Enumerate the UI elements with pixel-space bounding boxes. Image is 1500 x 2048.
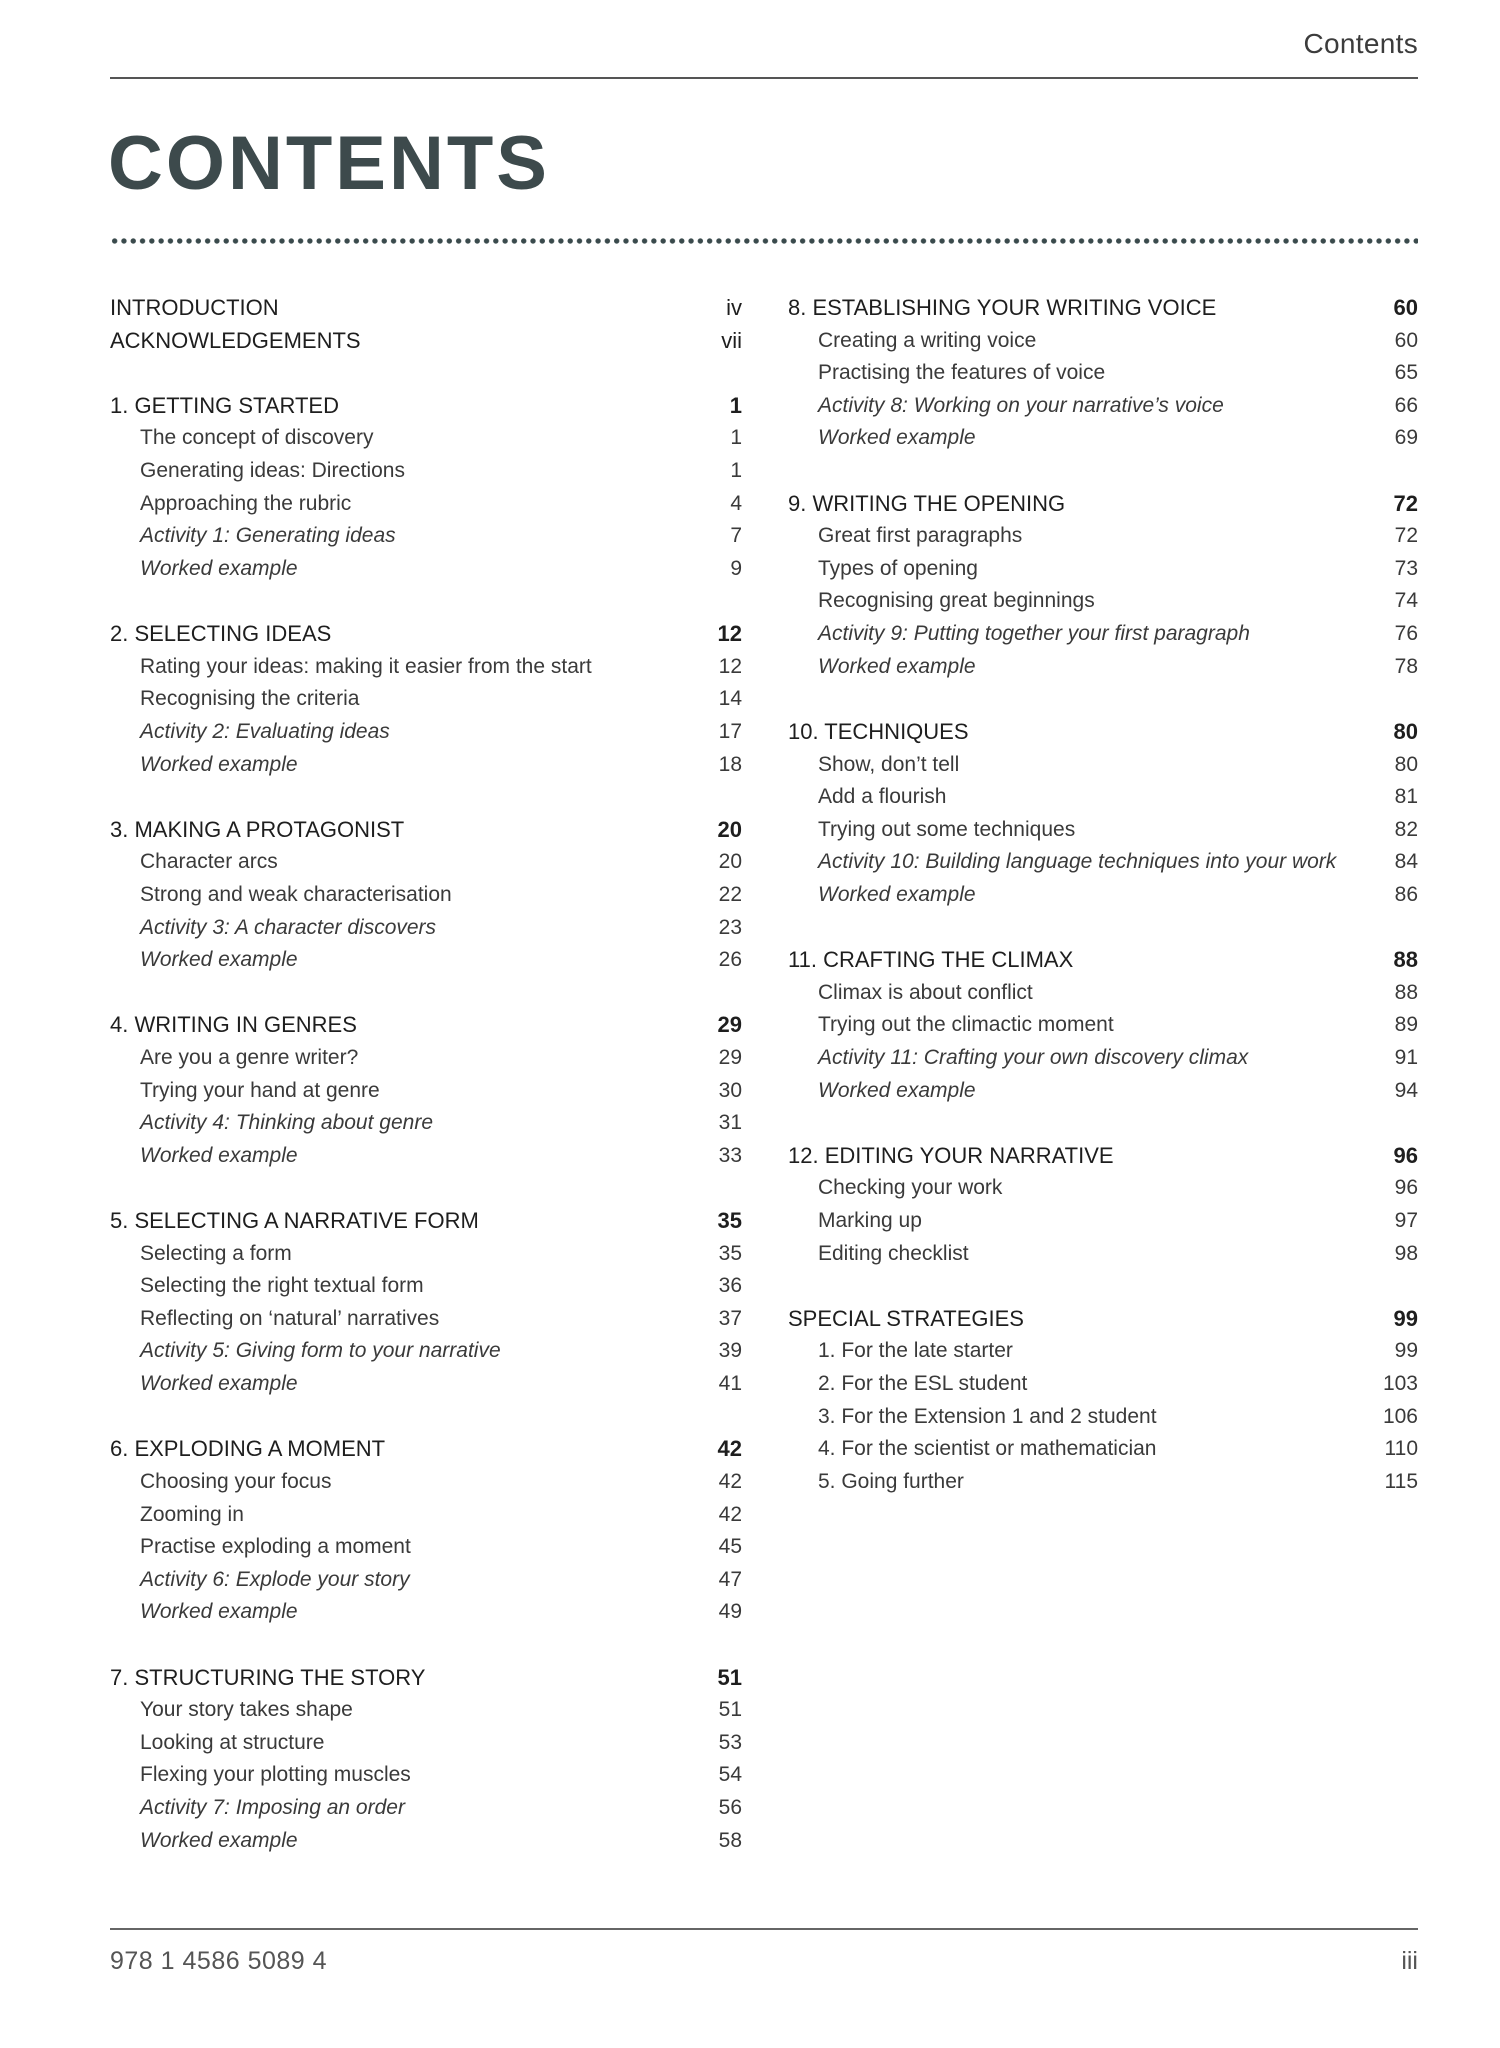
toc-page-number: 9	[730, 556, 742, 580]
toc-entry-activity-1-generating-ideas	[110, 520, 742, 553]
toc-page-number: 88	[1394, 980, 1418, 1004]
toc-section	[110, 390, 742, 586]
toc-entry-title: 5. SELECTING A NARRATIVE FORM	[110, 1208, 479, 1234]
toc-entry-title: Worked example	[140, 556, 298, 580]
toc-entry-title: 12. EDITING YOUR NARRATIVE	[788, 1142, 1114, 1168]
toc-page-number: 94	[1394, 1078, 1418, 1102]
toc-entry-title: Worked example	[140, 1828, 298, 1852]
toc-entry-worked-example	[788, 651, 1418, 684]
toc-heading-10-techniques	[788, 716, 1418, 749]
dotted-rule	[110, 237, 1418, 245]
toc-entry-the-concept-of-discovery	[110, 422, 742, 455]
toc-page-number: 23	[718, 915, 742, 939]
toc-entry-are-you-a-genre-writer	[110, 1042, 742, 1075]
toc-entry-worked-example	[110, 749, 742, 782]
toc-heading-4-writing-in-genres	[110, 1009, 742, 1042]
toc-entry-activity-2-evaluating-ideas	[110, 716, 742, 749]
toc-entry-worked-example	[110, 1596, 742, 1629]
toc-heading-introduction	[110, 292, 742, 325]
toc-page-number: 65	[1394, 361, 1418, 385]
toc-entry-title: Are you a genre writer?	[140, 1046, 359, 1070]
toc-entry-activity-9-putting-together-your-first-p	[788, 618, 1418, 651]
toc-entry-activity-5-giving-form-to-your-narrative	[110, 1335, 742, 1368]
toc-page-number: 74	[1394, 589, 1418, 613]
toc-entry-title: Trying your hand at genre	[140, 1078, 380, 1102]
toc-page-number: 98	[1394, 1241, 1418, 1265]
toc-entry-title: INTRODUCTION	[110, 295, 279, 320]
toc-page-number: 36	[718, 1274, 742, 1298]
toc-heading-9-writing-the-opening	[788, 488, 1418, 521]
toc-entry-title: Marking up	[818, 1209, 922, 1232]
toc-page-number: 66	[1394, 393, 1418, 417]
toc-entry-title: Activity 10: Building language techniques into your work	[818, 850, 1337, 874]
toc-entry-title: Trying out some techniques	[818, 817, 1076, 841]
top-rule	[110, 77, 1418, 79]
toc-entry-types-of-opening	[788, 553, 1418, 586]
toc-entry-title: Worked example	[140, 1372, 298, 1396]
toc-entry-title: Zooming in	[140, 1502, 244, 1526]
toc-page-number: 41	[718, 1372, 742, 1396]
toc-entry-worked-example	[788, 879, 1418, 912]
toc-heading-11-crafting-the-climax	[788, 944, 1418, 977]
toc-entry-looking-at-structure	[110, 1727, 742, 1760]
toc-entry-title: 6. EXPLODING A MOMENT	[110, 1436, 386, 1462]
toc-entry-title: Worked example	[140, 1143, 298, 1167]
toc-entry-zooming-in	[110, 1499, 742, 1532]
toc-entry-1-for-the-late-starter	[788, 1335, 1418, 1368]
toc-entry-title: 4. WRITING IN GENRES	[110, 1012, 357, 1038]
toc-page-number: 80	[1394, 752, 1418, 776]
running-head: Contents	[1303, 28, 1418, 59]
toc-entry-title: Worked example	[140, 1600, 298, 1624]
toc-page-number: 54	[718, 1763, 742, 1787]
toc-entry-worked-example	[110, 944, 742, 977]
toc-entry-climax-is-about-conflict	[788, 977, 1418, 1010]
toc-heading-3-making-a-protagonist	[110, 814, 742, 847]
toc-left-column	[110, 292, 742, 1890]
toc-entry-title: 3. For the Extension 1 and 2 student	[818, 1404, 1157, 1428]
toc-page-number: 84	[1394, 850, 1418, 874]
toc-entry-title: Checking your work	[818, 1176, 1003, 1200]
toc-entry-title: 11. CRAFTING THE CLIMAX	[788, 947, 1074, 973]
toc-entry-activity-11-crafting-your-own-discovery-	[788, 1042, 1418, 1075]
toc-entry-title: Selecting a form	[140, 1241, 292, 1265]
toc-entry-your-story-takes-shape	[110, 1694, 742, 1727]
toc-section	[788, 488, 1418, 684]
toc-entry-title: 7. STRUCTURING THE STORY	[110, 1664, 426, 1690]
toc-entry-title: Activity 2: Evaluating ideas	[140, 719, 390, 743]
toc-page-number: 7	[730, 524, 742, 548]
toc-heading-5-selecting-a-narrative-form	[110, 1205, 742, 1238]
toc-page-number: 45	[718, 1535, 742, 1559]
toc-page-number: 73	[1394, 556, 1418, 580]
toc-page-number: 14	[718, 687, 742, 711]
toc-page-number: 58	[718, 1828, 742, 1852]
toc-entry-worked-example	[110, 1140, 742, 1173]
toc-page-number: 99	[1394, 1339, 1418, 1363]
toc-entry-title: Looking at structure	[140, 1730, 325, 1754]
toc-entry-title: Types of opening	[818, 556, 978, 580]
toc-entry-worked-example	[788, 422, 1418, 455]
toc-section	[110, 1009, 742, 1172]
toc-page-number: 82	[1394, 817, 1418, 841]
toc-entry-worked-example	[110, 553, 742, 586]
toc-page-number: 37	[718, 1306, 742, 1330]
toc-page-number: 1	[729, 392, 742, 418]
toc-entry-title: 10. TECHNIQUES	[788, 718, 969, 744]
toc-page-number: 22	[718, 882, 742, 906]
toc-page-number: 17	[718, 719, 742, 743]
toc-page-number: 12	[718, 654, 742, 678]
toc-entry-title: Editing checklist	[818, 1241, 969, 1265]
toc-entry-title: Activity 9: Putting together your first paragraph	[818, 622, 1250, 646]
toc-entry-add-a-flourish	[788, 781, 1418, 814]
toc-heading-1-getting-started	[110, 390, 742, 423]
toc-entry-title: 9. WRITING THE OPENING	[788, 490, 1066, 516]
toc-section	[110, 814, 742, 977]
toc-entry-worked-example	[110, 1368, 742, 1401]
toc-entry-title: Recognising the criteria	[140, 687, 360, 711]
toc-entry-2-for-the-esl-student	[788, 1368, 1418, 1401]
toc-entry-title: Worked example	[818, 1078, 976, 1102]
toc-entry-title: Climax is about conflict	[818, 980, 1033, 1004]
toc-entry-title: Activity 5: Giving form to your narrative	[140, 1339, 501, 1363]
toc-page-number: 72	[1393, 490, 1418, 516]
toc-entry-title: 2. SELECTING IDEAS	[110, 621, 332, 647]
toc-entry-great-first-paragraphs	[788, 520, 1418, 553]
toc-section	[110, 618, 742, 781]
toc-entry-character-arcs	[110, 846, 742, 879]
toc-entry-title: Practising the features of voice	[818, 361, 1106, 385]
toc-entry-title: Worked example	[818, 426, 976, 450]
page-number: iii	[1401, 1947, 1418, 1975]
toc-entry-title: Show, don’t tell	[818, 752, 960, 776]
toc-entry-title: 2. For the ESL student	[818, 1372, 1028, 1396]
toc-entry-approaching-the-rubric	[110, 488, 742, 521]
toc-page-number: 49	[718, 1600, 742, 1624]
toc-section	[788, 292, 1418, 455]
toc-entry-title: Generating ideas: Directions	[140, 459, 405, 483]
toc-entry-title: 5. Going further	[818, 1469, 964, 1493]
toc-entry-recognising-great-beginnings	[788, 585, 1418, 618]
page-title: CONTENTS	[108, 121, 550, 206]
toc-entry-title: Reflecting on ‘natural’ narratives	[140, 1306, 440, 1330]
toc-page-number: 110	[1384, 1437, 1418, 1461]
toc-entry-5-going-further	[788, 1466, 1418, 1499]
toc-page-number: 20	[718, 850, 742, 874]
toc-page-number: 29	[718, 1046, 742, 1070]
toc-entry-title: Worked example	[818, 654, 976, 678]
toc-entry-title: 8. ESTABLISHING YOUR WRITING VOICE	[788, 295, 1217, 320]
toc-section	[788, 716, 1418, 912]
toc-entry-title: Activity 3: A character discovers	[140, 915, 437, 939]
toc-entry-choosing-your-focus	[110, 1466, 742, 1499]
toc-heading-2-selecting-ideas	[110, 618, 742, 651]
toc-entry-recognising-the-criteria	[110, 683, 742, 716]
toc-page-number: 69	[1394, 426, 1418, 450]
toc-page-number: 88	[1393, 947, 1418, 973]
toc-entry-marking-up	[788, 1205, 1418, 1238]
toc-entry-worked-example	[110, 1825, 742, 1858]
toc-heading-special-strategies	[788, 1303, 1418, 1336]
toc-section	[788, 944, 1418, 1107]
toc-page-number: 103	[1382, 1372, 1418, 1396]
toc-entry-title: Activity 7: Imposing an order	[140, 1795, 405, 1819]
toc-entry-title: ACKNOWLEDGEMENTS	[110, 327, 361, 353]
toc-page-number: 78	[1394, 654, 1418, 678]
toc-page-number: 12	[717, 621, 742, 647]
toc-entry-activity-7-imposing-an-order	[110, 1792, 742, 1825]
toc-page-number: 33	[718, 1143, 742, 1167]
toc-entry-title: Worked example	[140, 948, 298, 972]
toc-section	[788, 1140, 1418, 1270]
toc-page-number: 76	[1394, 622, 1418, 646]
toc-entry-selecting-a-form	[110, 1238, 742, 1271]
toc-entry-activity-6-explode-your-story	[110, 1564, 742, 1597]
toc-entry-title: Choosing your focus	[140, 1469, 332, 1493]
toc-entry-trying-your-hand-at-genre	[110, 1075, 742, 1108]
toc-page-number: 51	[718, 1698, 742, 1722]
toc-entry-trying-out-some-techniques	[788, 814, 1418, 847]
toc-entry-title: Strong and weak characterisation	[140, 882, 452, 906]
toc-page-number: 91	[1394, 1045, 1418, 1069]
toc-entry-title: Add a flourish	[818, 785, 947, 809]
toc-entry-activity-3-a-character-discovers	[110, 912, 742, 945]
toc-section	[110, 1433, 742, 1629]
toc-entry-worked-example	[788, 1075, 1418, 1108]
toc-heading-12-editing-your-narrative	[788, 1140, 1418, 1173]
toc-entry-title: Great first paragraphs	[818, 524, 1023, 548]
toc-entry-trying-out-the-climactic-moment	[788, 1009, 1418, 1042]
bottom-rule	[110, 1928, 1418, 1930]
toc-page-number: 4	[730, 491, 742, 515]
toc-page-number: iv	[726, 295, 742, 320]
toc-entry-title: Activity 1: Generating ideas	[140, 524, 396, 548]
toc-heading-8-establishing-your-writing-voice	[788, 292, 1418, 325]
toc-page-number: 86	[1394, 882, 1418, 906]
toc-entry-title: Worked example	[818, 882, 976, 906]
toc-entry-title: The concept of discovery	[140, 426, 374, 450]
toc-page-number: 96	[1393, 1142, 1418, 1168]
toc-entry-title: Worked example	[140, 752, 298, 776]
toc-page-number: 97	[1394, 1209, 1418, 1232]
toc-entry-creating-a-writing-voice	[788, 325, 1418, 358]
toc-right-column	[788, 292, 1418, 1531]
toc-heading-acknowledgements	[110, 325, 742, 358]
toc-page-number: 80	[1393, 718, 1418, 744]
toc-page-number: 30	[718, 1078, 742, 1102]
toc-entry-title: Approaching the rubric	[140, 491, 352, 515]
toc-entry-selecting-the-right-textual-form	[110, 1270, 742, 1303]
toc-entry-practise-exploding-a-moment	[110, 1531, 742, 1564]
toc-entry-title: Your story takes shape	[140, 1698, 353, 1722]
toc-page-number: 31	[718, 1111, 742, 1135]
toc-page-number: 1	[730, 459, 742, 483]
toc-entry-activity-8-working-on-your-narrative-s-v	[788, 390, 1418, 423]
toc-entry-title: Selecting the right textual form	[140, 1274, 424, 1298]
toc-page-number: 18	[718, 752, 742, 776]
toc-entry-title: Activity 4: Thinking about genre	[140, 1111, 433, 1135]
toc-entry-4-for-the-scientist-or-mathematician	[788, 1433, 1418, 1466]
toc-entry-reflecting-on-natural-narratives	[110, 1303, 742, 1336]
toc-page-number: 29	[717, 1012, 742, 1038]
toc-page-number: 42	[718, 1502, 742, 1526]
toc-page-number: 39	[718, 1339, 742, 1363]
toc-entry-title: Creating a writing voice	[818, 328, 1037, 352]
toc-entry-title: 1. For the late starter	[818, 1339, 1013, 1363]
toc-entry-show-don-t-tell	[788, 749, 1418, 782]
toc-entry-rating-your-ideas-making-it-easier-from-	[110, 651, 742, 684]
toc-section	[110, 1662, 742, 1858]
toc-entry-checking-your-work	[788, 1172, 1418, 1205]
toc-page-number: 51	[717, 1664, 742, 1690]
toc-entry-title: Flexing your plotting muscles	[140, 1763, 411, 1787]
toc-entry-generating-ideas-directions	[110, 455, 742, 488]
toc-page-number: 99	[1393, 1305, 1418, 1331]
toc-page-number: 72	[1394, 524, 1418, 548]
toc-page-number: 47	[718, 1567, 742, 1591]
isbn: 978 1 4586 5089 4	[110, 1947, 328, 1975]
toc-page-number: 60	[1393, 295, 1418, 320]
toc-entry-title: Practise exploding a moment	[140, 1535, 411, 1559]
toc-page-number: 96	[1394, 1176, 1418, 1200]
toc-entry-title: Trying out the climactic moment	[818, 1013, 1114, 1037]
toc-entry-title: 4. For the scientist or mathematician	[818, 1437, 1157, 1461]
toc-entry-title: Activity 11: Crafting your own discovery climax	[818, 1045, 1249, 1069]
toc-page-number: 56	[718, 1795, 742, 1819]
toc-entry-title: Character arcs	[140, 850, 278, 874]
toc-entry-title: Rating your ideas: making it easier from the start	[140, 654, 592, 678]
toc-page-number: 53	[718, 1730, 742, 1754]
toc-page-number: 1	[730, 426, 742, 450]
toc-page-number: 20	[717, 816, 742, 842]
toc-heading-6-exploding-a-moment	[110, 1433, 742, 1466]
toc-page-number: 106	[1382, 1404, 1418, 1428]
toc-page-number: 89	[1394, 1013, 1418, 1037]
toc-page-number: 81	[1394, 785, 1418, 809]
toc-entry-activity-10-building-language-techniques	[788, 846, 1418, 879]
toc-page-number: 42	[718, 1469, 742, 1493]
toc-entry-3-for-the-extension-1-and-2-student	[788, 1401, 1418, 1434]
toc-entry-flexing-your-plotting-muscles	[110, 1759, 742, 1792]
toc-page-number: 35	[718, 1241, 742, 1265]
toc-section	[788, 1303, 1418, 1499]
toc-entry-title: 1. GETTING STARTED	[110, 392, 339, 418]
toc-page-number: vii	[721, 327, 742, 353]
toc-page-number: 35	[717, 1208, 742, 1234]
toc-page-number: 60	[1394, 328, 1418, 352]
toc-entry-title: Recognising great beginnings	[818, 589, 1095, 613]
toc-section	[110, 1205, 742, 1401]
toc-page-number: 42	[717, 1436, 742, 1462]
toc-entry-editing-checklist	[788, 1238, 1418, 1271]
toc-section	[110, 292, 742, 357]
toc-entry-title: Activity 8: Working on your narrative’s voice	[818, 393, 1224, 417]
toc-entry-activity-4-thinking-about-genre	[110, 1107, 742, 1140]
toc-page-number: 26	[718, 948, 742, 972]
toc-entry-title: 3. MAKING A PROTAGONIST	[110, 816, 405, 842]
toc-entry-title: SPECIAL STRATEGIES	[788, 1305, 1024, 1331]
toc-entry-practising-the-features-of-voice	[788, 357, 1418, 390]
toc-heading-7-structuring-the-story	[110, 1662, 742, 1695]
toc-entry-title: Activity 6: Explode your story	[140, 1567, 410, 1591]
toc-page-number: 115	[1384, 1469, 1418, 1493]
toc-entry-strong-and-weak-characterisation	[110, 879, 742, 912]
